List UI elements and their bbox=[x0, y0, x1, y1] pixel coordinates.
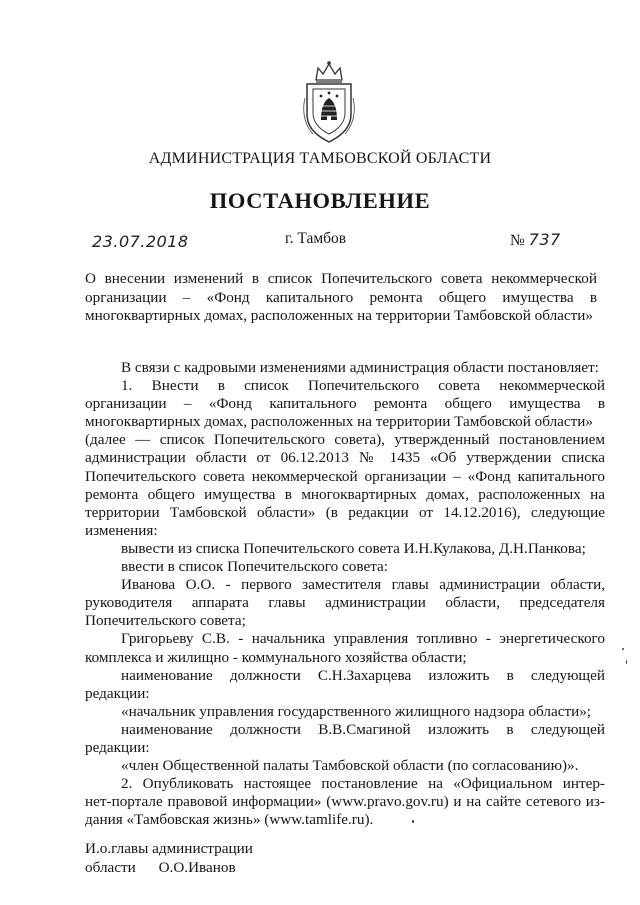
signatory-position-continued bbox=[85, 858, 253, 877]
signatory-position-line2: области bbox=[85, 859, 136, 876]
subject-block bbox=[85, 270, 597, 326]
body-line: организации – «Фонд капитального ремонта общего имущества в bbox=[85, 395, 605, 413]
document-date-handwritten: 23.07.2018 bbox=[92, 232, 189, 251]
scan-speck bbox=[622, 648, 624, 650]
number-handwritten: 737 bbox=[528, 230, 561, 249]
body-line: В связи с кадровыми изменениями администрация области постановляет: bbox=[121, 359, 599, 376]
document-number bbox=[510, 230, 561, 250]
body-line: территории Тамбовской области» (в редакции от 14.12.2016), следующие bbox=[85, 503, 605, 521]
body-line: наименование должности С.Н.Захарцева изложить в следующей bbox=[121, 666, 605, 684]
coat-of-arms-drawing bbox=[299, 58, 359, 146]
body-line: администрации области от 06.12.2013 № 1435 «Об утверждении списка bbox=[85, 449, 605, 467]
body-line: Григорьеву С.В. - начальника управления топливно - энергетического bbox=[121, 630, 605, 648]
body-line: «член Общественной палаты Тамбовской области (по согласованию)». bbox=[121, 757, 579, 775]
body-line: Иванова О.О. - первого заместителя главы администрации области, bbox=[121, 576, 605, 594]
body-line: ввести в список Попечительского совета: bbox=[121, 558, 388, 576]
body-line: нет-портале правовой информации» (www.pravo.gov.ru) и на сайте сетевого из- bbox=[85, 793, 605, 811]
authority-name: АДМИНИСТРАЦИЯ ТАМБОВСКОЙ ОБЛАСТИ bbox=[148, 150, 492, 167]
body-line: 2. Опубликовать настоящее постановление на «Официальном интер- bbox=[121, 775, 605, 793]
body-line: вывести из списка Попечительского совета И.Н.Кулакова, Д.Н.Панкова; bbox=[121, 539, 586, 557]
signature-block bbox=[85, 839, 253, 877]
body-line: ремонта общего имущества в многоквартирных домах, расположенных на bbox=[85, 485, 605, 503]
body-line: дания «Тамбовская жизнь» (www.tamlife.ru). bbox=[85, 811, 374, 829]
subject-line: О внесении изменений в список Попечительского совета некоммерческой bbox=[85, 270, 597, 287]
coat-of-arms-icon bbox=[299, 58, 359, 146]
signatory-position: И.о.главы администрации bbox=[85, 840, 253, 857]
body-line: редакции: bbox=[85, 738, 150, 756]
resolution-body bbox=[85, 359, 605, 829]
body-line: «начальник управления государственного жилищного надзора области»; bbox=[121, 702, 592, 720]
body-line: (далее — список Попечительского совета), утвержденный постановлением bbox=[85, 431, 605, 449]
scan-speck bbox=[412, 820, 414, 823]
body-line: руководителя аппарата главы администрации области, председателя bbox=[85, 594, 605, 612]
body-line: редакции: bbox=[85, 684, 150, 702]
body-line: многоквартирных домах, расположенных на территории Тамбовской области» bbox=[85, 413, 593, 431]
scan-speck bbox=[626, 660, 627, 664]
document-city: г. Тамбов bbox=[285, 230, 347, 247]
signatory-name: О.О.Иванов bbox=[158, 859, 236, 876]
number-prefix: № bbox=[510, 232, 525, 249]
subject-line: многоквартирных домах, расположенных на территории Тамбовской области» bbox=[85, 307, 593, 324]
body-line: 1. Внести в список Попечительского совета некоммерческой bbox=[121, 377, 605, 395]
body-line: Попечительского совета; bbox=[85, 612, 246, 630]
document-type-title: ПОСТАНОВЛЕНИЕ bbox=[209, 188, 431, 213]
body-line: комплекса и жилищно - коммунального хозяйства области; bbox=[85, 648, 467, 666]
body-line: изменения: bbox=[85, 521, 158, 539]
body-line: наименование должности В.В.Смагиной изложить в следующей bbox=[121, 720, 605, 738]
subject-line: организации – «Фонд капитального ремонта общего имущества в bbox=[85, 288, 597, 306]
body-line: Попечительского совета некоммерческой организации – «Фонд капитального bbox=[85, 467, 605, 485]
